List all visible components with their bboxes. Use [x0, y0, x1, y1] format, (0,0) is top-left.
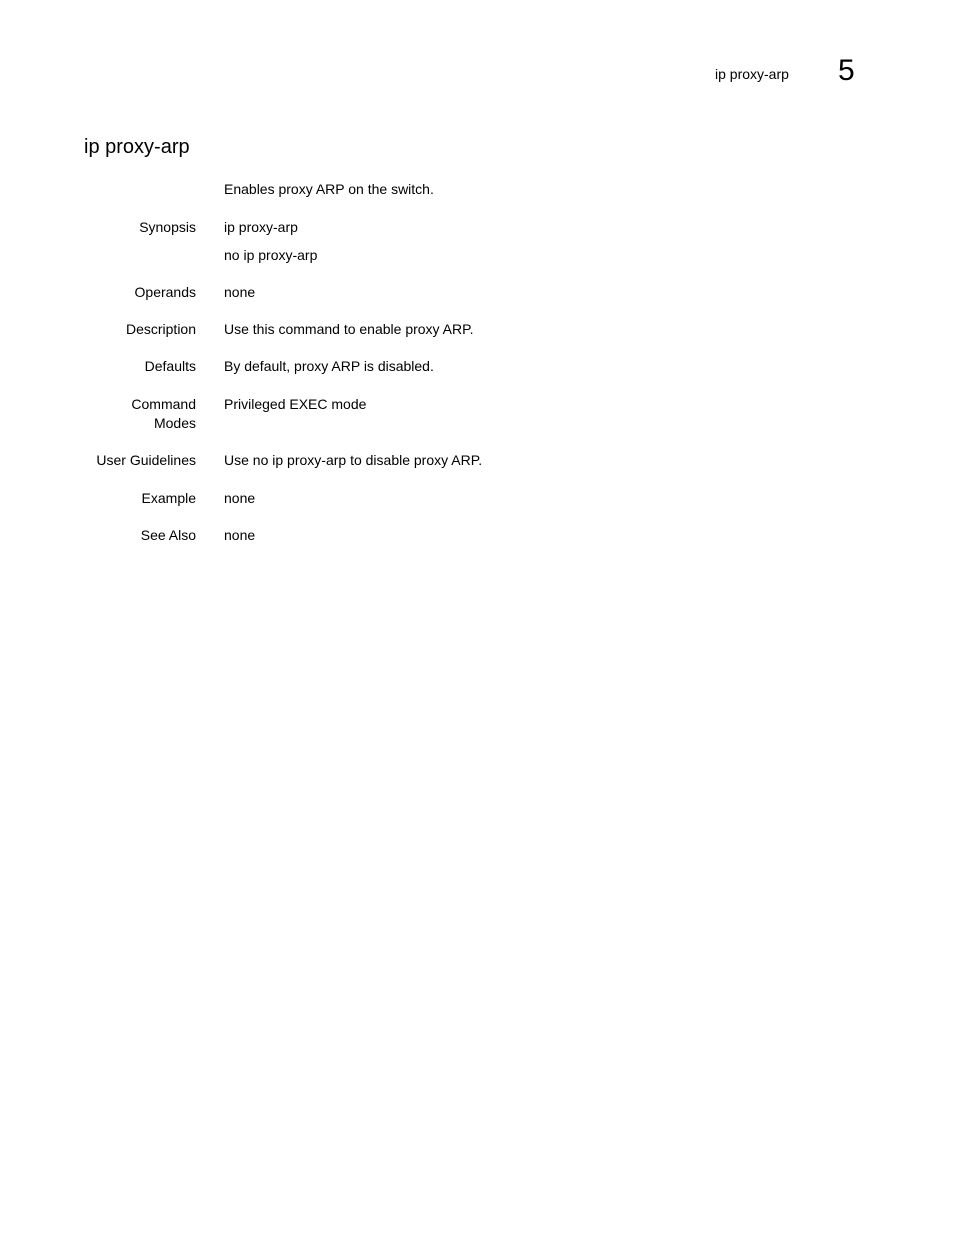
defaults-label: Defaults [144, 358, 196, 374]
see-also-value: none [224, 527, 256, 543]
defaults-value: By default, proxy ARP is disabled. [224, 358, 434, 374]
intro-text: Enables proxy ARP on the switch. [224, 181, 434, 197]
synopsis-line-2: no ip proxy-arp [224, 247, 318, 263]
synopsis-label: Synopsis [139, 219, 196, 235]
synopsis-line-1: ip proxy-arp [224, 219, 298, 235]
command-modes-value: Privileged EXEC mode [224, 396, 367, 412]
page-title: ip proxy-arp [84, 136, 190, 158]
user-guidelines-value [224, 451, 482, 470]
see-also-label: See Also [140, 527, 196, 543]
running-header-title: ip proxy-arp [715, 66, 789, 82]
command-modes-label-line-2: Modes [153, 415, 196, 431]
example-value: none [224, 490, 256, 506]
operands-label: Operands [134, 284, 196, 300]
user-guidelines-label: User Guidelines [96, 452, 196, 468]
operands-value: none [224, 284, 256, 300]
user-guidelines-prefix: Use [224, 452, 253, 468]
command-modes-label-line-1: Command [131, 396, 196, 412]
chapter-number: 5 [838, 54, 855, 87]
user-guidelines-command: no ip proxy-arp [252, 452, 347, 468]
user-guidelines-suffix: to disable proxy ARP. [346, 452, 483, 468]
description-value: Use this command to enable proxy ARP. [224, 321, 474, 337]
description-label: Description [125, 321, 196, 337]
example-label: Example [141, 490, 196, 506]
